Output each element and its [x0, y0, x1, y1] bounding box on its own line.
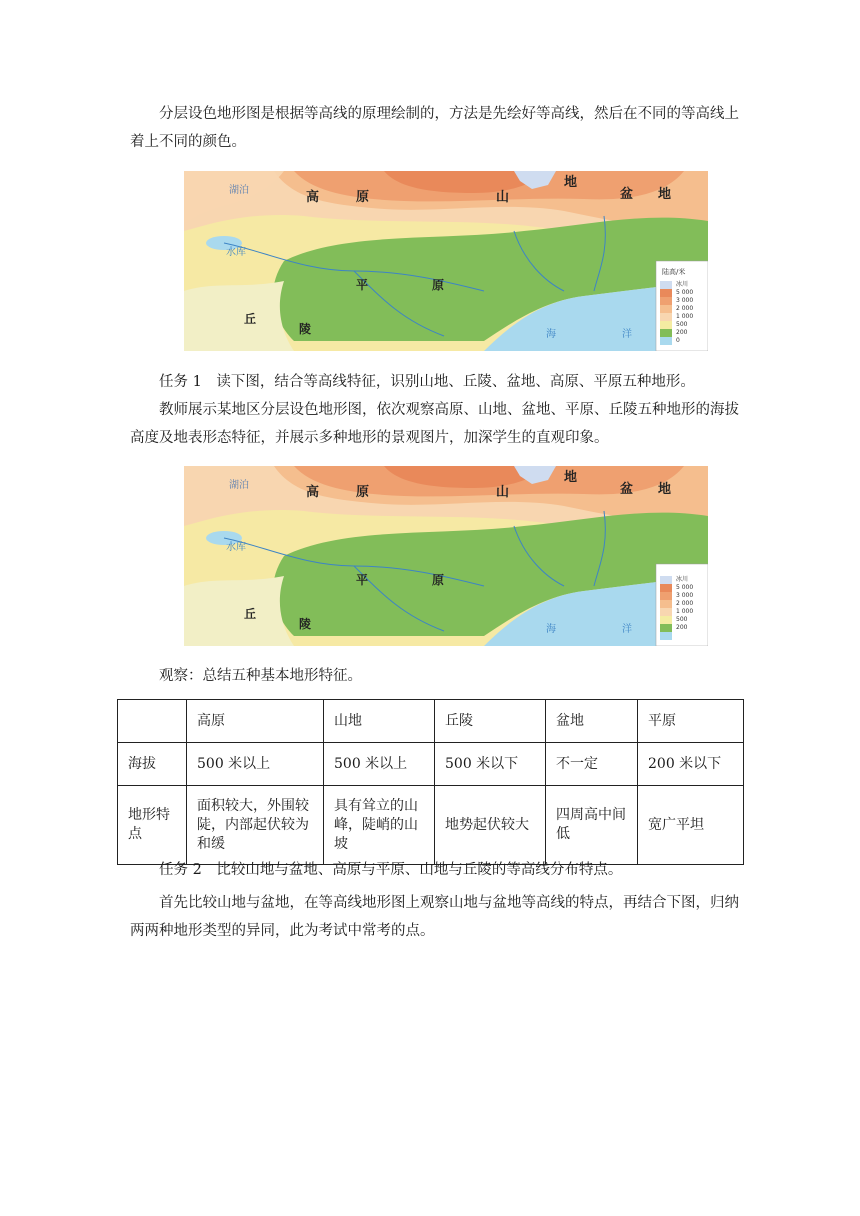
table-header-cell: 盆地: [546, 700, 638, 743]
observe-paragraph: 观察：总结五种基本地形特征。: [159, 668, 362, 684]
map2-mountain-label-2: 地: [564, 470, 578, 485]
map2-legend-level-3: 2 000: [676, 600, 694, 607]
map1-basin-label-1: 盆: [620, 187, 634, 202]
task1-paragraph: 任务 1 读下图，结合等高线特征，识别山地、丘陵、盆地、高原、平原五种地形。: [159, 374, 695, 390]
map1-plain-label-2: 原: [432, 278, 445, 292]
table-header-cell: 平原: [638, 700, 744, 743]
map1-legend-level-7: 0: [676, 337, 680, 344]
table-cell: 地形特点: [118, 786, 187, 865]
map1-reservoir-label: 水库: [226, 247, 246, 258]
table-row: [118, 786, 744, 865]
map2-lake-label: 湖泊: [229, 480, 249, 491]
map1-legend-level-5: 500: [676, 321, 688, 328]
compare-paragraph: 首先比较山地与盆地，在等高线地形图上观察山地与盆地等高线的特点，再结合下图，归纳两两种地形类型的异同，此为考试中常考的点。: [130, 895, 739, 939]
table-header-cell: 高原: [187, 700, 324, 743]
map1-plain-label-1: 平: [356, 278, 369, 292]
task2-paragraph: 任务 2 比较山地与盆地、高原与平原、山地与丘陵的等高线分布特点。: [159, 862, 623, 878]
table-header-cell: [118, 700, 187, 743]
map2-plain-label-2: 原: [432, 573, 445, 587]
map1-legend-level-0: 冰川: [676, 281, 689, 288]
map1-hill-label-2: 陵: [299, 322, 312, 336]
table-header-row: [118, 700, 744, 743]
map2-mountain-label-1: 山: [496, 485, 510, 500]
map1-legend-level-1: 5 000: [676, 289, 694, 296]
map1-ocean-label-2: 洋: [622, 329, 632, 340]
map1-hill-label-1: 丘: [244, 312, 257, 326]
map1-legend-title: 陆高/米: [662, 268, 686, 276]
map2-basin-label-2: 地: [658, 482, 672, 497]
table-cell: 500 米以上: [324, 743, 435, 786]
table-header-cell: 丘陵: [435, 700, 546, 743]
map2-ocean-label-1: 海: [546, 624, 556, 635]
table-cell: 500 米以下: [435, 743, 546, 786]
map2-hill-label-1: 丘: [244, 607, 257, 621]
map1-mountain-label-2: 地: [564, 175, 578, 190]
intro-paragraph: 分层设色地形图是根据等高线的原理绘制的，方法是先绘好等高线，然后在不同的等高线上着上不同的颜色。: [130, 106, 739, 150]
table-cell: 宽广平坦: [638, 786, 744, 865]
table-header-cell: 山地: [324, 700, 435, 743]
table-cell: 面积较大，外围较陡，内部起伏较为和缓: [187, 786, 324, 865]
map2-hill-label-2: 陵: [299, 617, 312, 631]
table-cell: 不一定: [546, 743, 638, 786]
map1-legend-level-4: 1 000: [676, 313, 694, 320]
map2-reservoir-label: 水库: [226, 542, 246, 553]
layered-color-map-2: [184, 466, 708, 646]
teacher-paragraph: 教师展示某地区分层设色地形图，依次观察高原、山地、盆地、平原、丘陵五种地形的海拔高度及地表形态特征，并展示多种地形的景观图片，加深学生的直观印象。: [130, 402, 739, 446]
map1-basin-label-2: 地: [658, 187, 672, 202]
map2-plateau-label-1: 高: [306, 485, 320, 500]
map2-legend-level-6: 200: [676, 624, 688, 631]
map2-basin-label-1: 盆: [620, 482, 634, 497]
map1-legend-level-3: 2 000: [676, 305, 694, 312]
table-cell: 具有耸立的山峰，陡峭的山坡: [324, 786, 435, 865]
map1-legend-level-2: 3 000: [676, 297, 694, 304]
map1-lake-label: 湖泊: [229, 185, 249, 196]
map1-plateau-label-1: 高: [306, 190, 320, 205]
landform-features-table: [117, 699, 744, 865]
layered-color-map-1: [184, 171, 708, 351]
map1-mountain-label-1: 山: [496, 190, 510, 205]
map2-plateau-label-2: 原: [356, 485, 370, 500]
map2-legend-level-5: 500: [676, 616, 688, 623]
map1-plateau-label-2: 原: [356, 190, 370, 205]
table-cell: 200 米以下: [638, 743, 744, 786]
table-cell: 地势起伏较大: [435, 786, 546, 865]
table-cell: 海拔: [118, 743, 187, 786]
map1-legend-level-6: 200: [676, 329, 688, 336]
map2-legend-level-0: 冰川: [676, 576, 689, 583]
table-row: [118, 743, 744, 786]
map2-plain-label-1: 平: [356, 573, 369, 587]
table-cell: 500 米以上: [187, 743, 324, 786]
map2-legend-level-2: 3 000: [676, 592, 694, 599]
map2-legend-level-1: 5 000: [676, 584, 694, 591]
map1-ocean-label-1: 海: [546, 329, 556, 340]
map2-legend-level-4: 1 000: [676, 608, 694, 615]
table-cell: 四周高中间低: [546, 786, 638, 865]
map2-ocean-label-2: 洋: [622, 624, 632, 635]
